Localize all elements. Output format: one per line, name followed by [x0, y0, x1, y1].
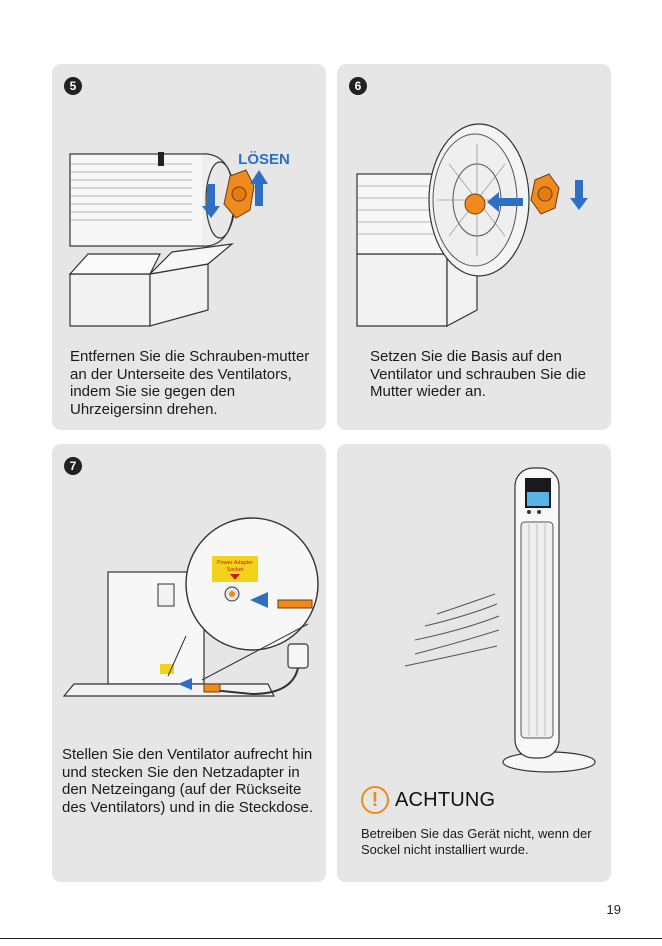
sticker-line-1: Power Adapter: [216, 560, 254, 566]
airflow-lines: [405, 594, 499, 666]
loosen-label: LÖSEN: [238, 151, 290, 168]
warning-block: [361, 784, 607, 858]
tower-fan-panel: [337, 444, 611, 882]
step-5-panel: [52, 64, 326, 430]
footer-rule: [0, 938, 662, 939]
step-5-illustration: [52, 64, 326, 344]
step-5-caption: Entfernen Sie die Schrauben-mutter an der Unterseite des Ventilators, indem Sie sie gegen den Uhrzeigersinn drehen.: [70, 348, 310, 418]
step-6-illustration: [337, 64, 611, 344]
screw-nut: [531, 174, 559, 214]
step-7-illustration: [52, 444, 326, 740]
step-6-caption: Setzen Sie die Basis auf den Ventilator und schrauben Sie die Mutter wieder an.: [370, 348, 586, 400]
step-number-badge: 6: [349, 77, 367, 95]
page-number: 19: [606, 902, 621, 917]
exclamation-icon: !: [361, 786, 389, 814]
warning-text: Betreiben Sie das Gerät nicht, wenn der Sockel nicht installiert wurde.: [361, 826, 592, 857]
step-7-caption: Stellen Sie den Ventilator aufrecht hin und stecken Sie den Netzadapter in den Netzeingang (auf der Rückseite des Ventilators) und in die Steckdose.: [62, 746, 313, 816]
warning-title: ACHTUNG: [395, 788, 496, 811]
tower-fan: [503, 468, 595, 772]
cardboard-box: [70, 244, 232, 326]
step-number-badge: 7: [64, 457, 82, 475]
step-7-panel: [52, 444, 326, 882]
step-6-panel: [337, 64, 611, 430]
sticker-line-2: Socket: [226, 567, 244, 573]
tower-fan-illustration: [337, 444, 611, 784]
step-number-badge: 5: [64, 77, 82, 95]
